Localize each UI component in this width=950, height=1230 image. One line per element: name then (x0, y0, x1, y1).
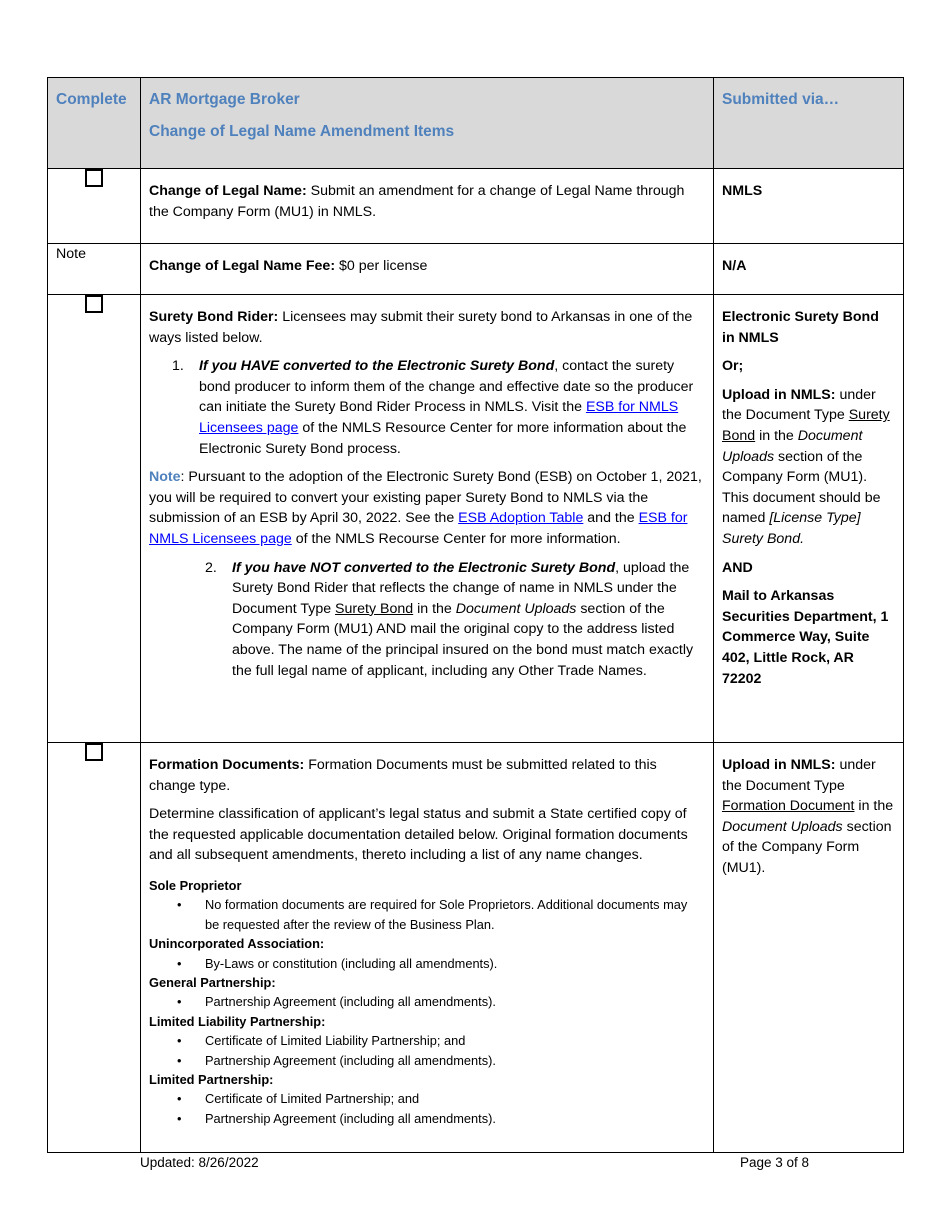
esb-adoption-table-link[interactable]: ESB Adoption Table (458, 510, 584, 527)
formation-via-upload (722, 755, 895, 879)
via-upload (722, 385, 895, 550)
formation-via-text: under the Document Type (722, 757, 876, 794)
formation-doc-type: Formation Document (722, 798, 855, 815)
list-number: 1. (172, 358, 184, 375)
formation-via-label: Upload in NMLS: (722, 757, 836, 773)
surety-label: Surety Bond Rider: (149, 309, 279, 325)
esb-licensees-link[interactable]: ESB for NMLS Licensees page (149, 510, 688, 547)
legal-name-text: Submit an amendment for a change of Legal Name through the Company Form (MU1) in NMLS. (149, 183, 685, 220)
row-fee (48, 244, 904, 295)
via-upload-text-end: section of the Company Form (MU1). This document should be named (722, 448, 881, 527)
surety-intro-text: Licensees may submit their surety bond to Arkansas in one of the ways listed below. (149, 309, 693, 346)
footer-updated-date: Updated: 8/26/2022 (140, 1155, 259, 1170)
list-item: • Partnership Agreement (including all amendments). (149, 1109, 705, 1128)
option-2-heading: If you have NOT converted to the Electronic Surety Bond (232, 559, 616, 576)
legal-name-checkbox-cell (48, 169, 141, 244)
fee-text: $0 per license (335, 258, 428, 274)
fee-label: Change of Legal Name Fee: (149, 258, 336, 274)
list-item: • No formation documents are required for Sole Proprietors. Additional documents may be requested after the review of the Business Plan. (149, 895, 705, 934)
formation-intro-text: Formation Documents must be submitted related to this change type. (149, 757, 657, 794)
note-label: Note (149, 469, 181, 486)
list-item: • Certificate of Limited Partnership; and (149, 1089, 705, 1108)
legal-name-label: Change of Legal Name: (149, 183, 307, 199)
general-partnership-heading: General Partnership: (149, 975, 276, 990)
amendment-items-table (47, 77, 904, 1153)
formation-paragraph: Determine classification of applicant’s legal status and submit a State certified copy of the requested applicable documentation detailed below. Original formation documents and all subsequent amendments, thereto including a list of any name changes. (149, 806, 688, 864)
option-2-text-mid: in the (413, 600, 456, 617)
surety-description (141, 295, 714, 743)
header-title-line1: AR Mortgage Broker (149, 91, 300, 108)
surety-option-1 (149, 356, 705, 459)
list-item: • By-Laws or constitution (including all amendments). (149, 954, 705, 973)
list-number: 2. (205, 559, 217, 576)
legal-name-via: NMLS (714, 169, 904, 244)
header-complete: Complete (48, 78, 141, 169)
surety-intro (149, 307, 705, 348)
doc-type-surety-bond: Surety Bond (335, 600, 414, 617)
via-upload-doc-type: Surety Bond (722, 407, 890, 444)
header-title-line2: Change of Legal Name Amendment Items (149, 122, 455, 140)
sole-proprietor-heading: Sole Proprietor (149, 877, 242, 893)
surety-via (714, 295, 904, 743)
fee-note: Note (48, 244, 141, 295)
checkbox[interactable] (85, 169, 103, 187)
surety-option-2 (149, 558, 705, 682)
via-and: AND (722, 559, 753, 576)
formation-via-text-mid: in the (854, 798, 894, 815)
legal-name-description (141, 169, 714, 244)
note-text: : Pursuant to the adoption of the Electronic Surety Bond (ESB) on October 1, 2021, you will be required to convert your existing paper Surety Bond to NMLS via the submission of an ESB by April 30, 2022. See the (149, 469, 702, 527)
list-item: • Partnership Agreement (including all amendments). (149, 1051, 705, 1070)
via-upload-text: under the Document Type (722, 386, 876, 424)
formation-intro (149, 755, 705, 796)
via-esb: Electronic Surety Bond in NMLS (722, 309, 879, 346)
note-text-end: of the NMLS Recourse Center for more information. (291, 530, 621, 547)
formation-description (141, 743, 714, 1153)
checkbox[interactable] (85, 295, 103, 313)
via-upload-doc-uploads: Document Uploads (722, 427, 863, 465)
row-formation-documents (48, 743, 904, 1153)
surety-note (149, 467, 705, 549)
formation-label: Formation Documents: (149, 757, 305, 773)
option-1-heading: If you HAVE converted to the Electronic Surety Bond (199, 358, 555, 375)
limited-partnership-heading: Limited Partnership: (149, 1072, 274, 1088)
doc-uploads-text: Document Uploads (455, 600, 577, 617)
via-upload-filename: [License Type] Surety Bond. (722, 510, 861, 547)
via-upload-text-mid: in the (755, 427, 798, 444)
option-1-text-end: of the NMLS Resource Center for more information about the Electronic Surety Bond process. (199, 419, 687, 457)
list-item: • Certificate of Limited Liability Partnership; and (149, 1031, 705, 1050)
checkbox[interactable] (85, 743, 103, 761)
surety-checkbox-cell (48, 295, 141, 743)
formation-doc-uploads: Document Uploads (722, 818, 843, 835)
header-title (141, 78, 714, 169)
formation-via (714, 743, 904, 1153)
option-2-text-end: section of the Company Form (MU1) AND mail the original copy to the address listed above. The name of the principal insured on the bond must match exactly the full legal name of applicant, including any Other Trade Names. (232, 600, 694, 679)
via-mail-address: Mail to Arkansas Securities Department, 1 Commerce Way, Suite 402, Little Rock, AR 72202 (722, 588, 889, 687)
via-upload-label: Upload in NMLS: (722, 386, 836, 403)
fee-description (141, 244, 714, 295)
table-header-row (48, 78, 904, 169)
option-2-text: , upload the Surety Bond Rider that reflects the change of name in NMLS under the Document Type (232, 559, 690, 617)
formation-checkbox-cell (48, 743, 141, 1153)
formation-classification-list (149, 876, 705, 1128)
esb-licensees-link[interactable]: ESB for NMLS Licensees page (199, 399, 679, 436)
footer-page-number: Page 3 of 8 (740, 1155, 810, 1170)
row-legal-name (48, 169, 904, 244)
header-submitted-via: Submitted via… (714, 78, 904, 169)
unincorporated-heading: Unincorporated Association: (149, 936, 325, 952)
list-item: • Partnership Agreement (including all amendments). (149, 992, 705, 1011)
option-1-text: , contact the surety bond producer to inform them of the change and effective date so the producer can initiate the Surety Bond Rider Process in NMLS. Visit the (199, 358, 694, 416)
via-or: Or; (722, 358, 744, 375)
formation-via-text-end: section of the Company Form (MU1). (722, 818, 892, 876)
fee-via: N/A (714, 244, 904, 295)
note-text-mid: and the (583, 510, 639, 527)
llp-heading: Limited Liability Partnership: (149, 1013, 326, 1029)
row-surety-bond (48, 295, 904, 743)
